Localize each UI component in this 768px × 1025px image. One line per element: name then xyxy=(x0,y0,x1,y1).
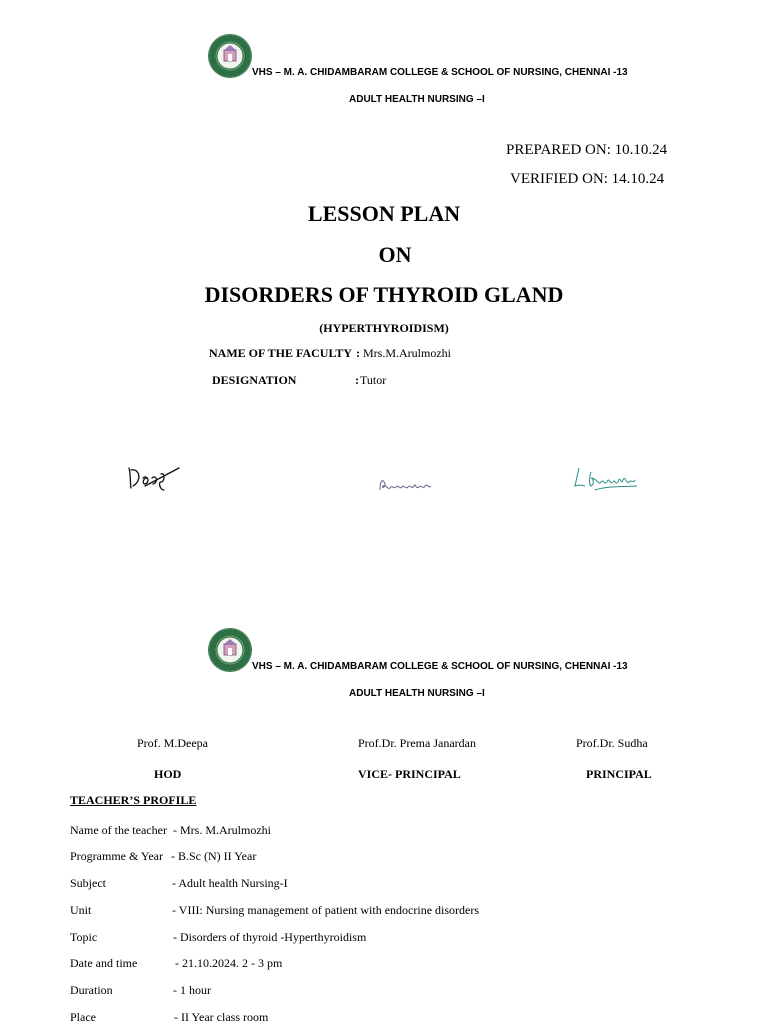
signatory-name-hod: Prof. M.Deepa xyxy=(137,736,208,750)
signatory-name-vice-principal: Prof.Dr. Prema Janardan xyxy=(358,736,476,750)
course-name: ADULT HEALTH NURSING –I xyxy=(349,94,485,105)
college-name: VHS – M. A. CHIDAMBARAM COLLEGE & SCHOOL OF NURSING, CHENNAI -13 xyxy=(252,67,628,78)
faculty-name-value: Mrs.M.Arulmozhi xyxy=(363,346,451,360)
title-line-2 xyxy=(0,242,768,268)
title-line-2-text: ON xyxy=(378,242,412,267)
signatory-role-vice-principal: VICE- PRINCIPAL xyxy=(358,767,461,781)
faculty-name-label: NAME OF THE FACULTY xyxy=(209,346,353,360)
profile-label-programme: Programme & Year xyxy=(70,849,163,863)
profile-value-duration: - 1 hour xyxy=(173,983,211,997)
college-name-2: VHS – M. A. CHIDAMBARAM COLLEGE & SCHOOL OF NURSING, CHENNAI -13 xyxy=(252,661,628,672)
signatory-role-hod: HOD xyxy=(154,767,182,781)
profile-label-duration: Duration xyxy=(70,983,113,997)
profile-value-programme: - B.Sc (N) II Year xyxy=(171,849,257,863)
signature-vice-principal xyxy=(377,474,433,496)
college-logo-2 xyxy=(209,629,251,671)
signatory-name-principal: Prof.Dr. Sudha xyxy=(576,736,648,750)
profile-value-unit: - VIII: Nursing management of patient with endocrine disorders xyxy=(172,903,480,917)
subtitle xyxy=(0,321,768,336)
designation-value: Tutor xyxy=(360,373,387,387)
signature-hod xyxy=(125,460,185,494)
profile-value-teacher: - Mrs. M.Arulmozhi xyxy=(173,823,271,837)
course-name-2: ADULT HEALTH NURSING –I xyxy=(349,688,485,699)
teacher-profile-heading: TEACHER’S PROFILE xyxy=(70,793,197,807)
profile-value-topic: - Disorders of thyroid -Hyperthyroidism xyxy=(173,930,367,944)
title-line-1 xyxy=(0,201,768,227)
profile-label-unit: Unit xyxy=(70,903,92,917)
signature-principal xyxy=(571,464,641,492)
profile-label-place: Place xyxy=(70,1010,96,1024)
designation-label: DESIGNATION xyxy=(212,373,297,387)
signatory-role-principal: PRINCIPAL xyxy=(586,767,652,781)
subtitle-text: (HYPERTHYROIDISM) xyxy=(319,321,449,335)
title-line-1-text: LESSON PLAN xyxy=(307,201,461,226)
prepared-on: PREPARED ON: 10.10.24 xyxy=(506,142,668,158)
profile-label-topic: Topic xyxy=(70,930,98,944)
profile-value-date-time: - 21.10.2024. 2 - 3 pm xyxy=(175,956,283,970)
designation-colon: : xyxy=(355,373,359,387)
college-logo xyxy=(209,35,251,77)
faculty-name-colon: : xyxy=(356,346,360,360)
title-line-3-text: DISORDERS OF THYROID GLAND xyxy=(204,282,564,307)
profile-value-subject: - Adult health Nursing-I xyxy=(172,876,288,890)
title-line-3 xyxy=(0,282,768,308)
profile-label-date-time: Date and time xyxy=(70,956,138,970)
profile-label-subject: Subject xyxy=(70,876,106,890)
profile-value-place: - II Year class room xyxy=(174,1010,269,1024)
verified-on: VERIFIED ON: 14.10.24 xyxy=(510,171,665,187)
profile-label-teacher: Name of the teacher xyxy=(70,823,167,837)
